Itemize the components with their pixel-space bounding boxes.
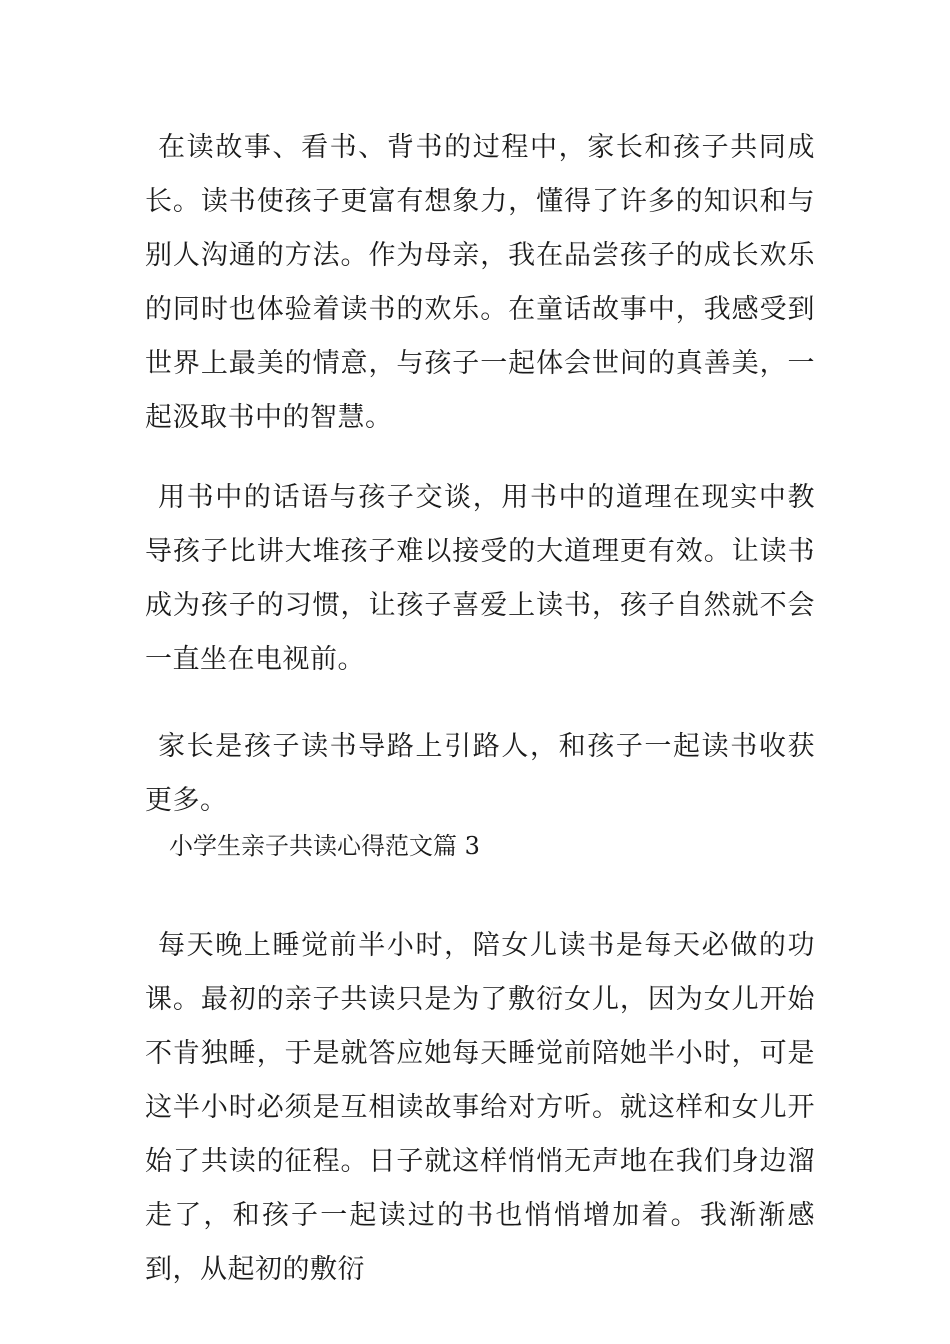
paragraph: 家长是孩子读书导路上引路人，和孩子一起读书收获更多。 [145, 731, 815, 816]
section-heading: 小学生亲子共读心得范文篇 3 [169, 832, 480, 860]
paragraph: 用书中的话语与孩子交谈，用书中的道理在现实中教导孩子比讲大堆孩子难以接受的大道理更有效。让读书成为孩子的习惯，让孩子喜爱上读书，孩子自然就不会一直坐在电视前。 [145, 482, 815, 675]
paragraph: 每天晚上睡觉前半小时，陪女儿读书是每天必做的功课。最初的亲子共读只是为了敷衍女儿，因为女儿开始不肯独睡，于是就答应她每天睡觉前陪她半小时，可是这半小时必须是互相读故事给对方听。就这样和女儿开始了共读的征程。日子就这样悄悄无声地在我们身边溜走了，和孩子一起读过的书也悄悄增加着。我渐渐感到，从起初的敷衍 [145, 930, 815, 1285]
paragraph: 在读故事、看书、背书的过程中，家长和孩子共同成长。读书使孩子更富有想象力，懂得了许多的知识和与别人沟通的方法。作为母亲，我在品尝孩子的成长欢乐的同时也体验着读书的欢乐。在童话故事中，我感受到世界上最美的情意，与孩子一起体会世间的真善美，一起汲取书中的智慧。 [145, 132, 815, 433]
